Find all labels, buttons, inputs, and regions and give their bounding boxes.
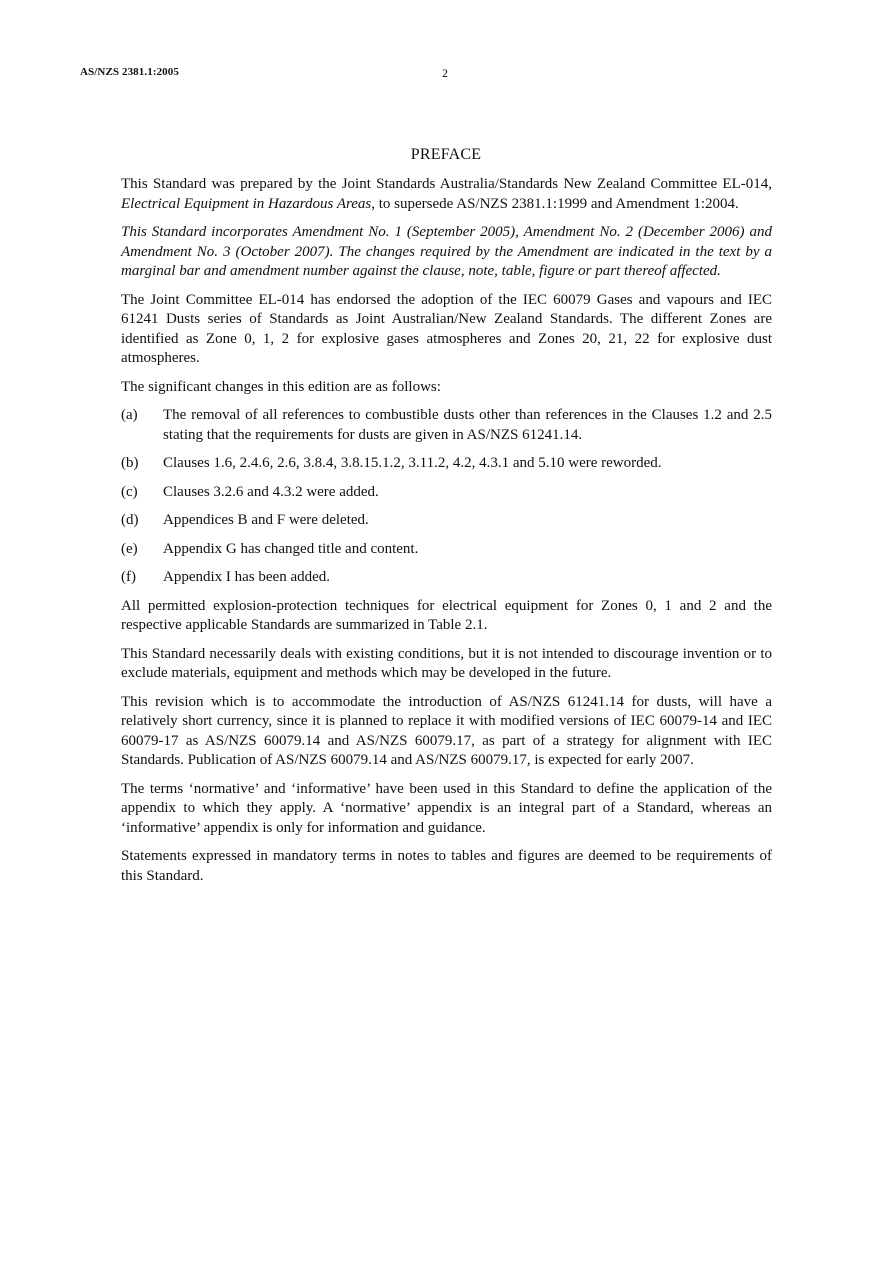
list-item-text: Appendices B and F were deleted.	[163, 512, 369, 528]
list-item	[121, 454, 772, 474]
list-item-label: (e)	[121, 540, 138, 557]
preface-body	[121, 175, 772, 895]
intro-paragraph	[121, 175, 772, 214]
standard-identifier: AS/NZS 2381.1:2005	[80, 66, 179, 78]
paragraph-revision: This revision which is to accommodate the introduction of AS/NZS 61241.14 for dusts, will have a relatively short currency, since it is planned to replace it with modified versions of IEC 60079-14 and IEC 60079-17 as AS/NZS 60079.14 and AS/NZS 60079.17, as part of a strategy for alignment with IEC Standards. Publication of AS/NZS 60079.14 and AS/NZS 60079.17, is expected for early 2007.	[121, 693, 772, 768]
list-item-text: Clauses 1.6, 2.4.6, 2.6, 3.8.4, 3.8.15.1.2, 3.11.2, 4.2, 4.3.1 and 5.10 were reworded.	[163, 455, 662, 471]
list-item	[121, 540, 772, 560]
page-title: PREFACE	[410, 146, 482, 163]
list-item	[121, 568, 772, 588]
list-item-text: Appendix G has changed title and content.	[163, 540, 419, 557]
paragraph-existing-conditions: This Standard necessarily deals with existing conditions, but it is not intended to discourage invention or to exclude materials, equipment and methods which may be developed in the future.	[121, 645, 772, 681]
list-item-label: (f)	[121, 569, 136, 585]
list-item-text: Clauses 3.2.6 and 4.3.2 were added.	[163, 483, 379, 500]
page-number: 2	[442, 66, 448, 80]
paragraph-mandatory-terms: Statements expressed in mandatory terms in notes to tables and figures are deemed to be requirements of this Standard.	[121, 848, 772, 884]
intro-text-end: , to supersede AS/NZS 2381.1:1999 and Amendment 1:2004.	[371, 195, 739, 212]
list-item	[121, 406, 772, 445]
paragraph-techniques: All permitted explosion-protection techniques for electrical equipment for Zones 0, 1 and 2 and the respective applicable Standards are summarized in Table 2.1.	[121, 597, 772, 633]
list-item	[121, 483, 772, 503]
committee-title: Electrical Equipment in Hazardous Areas	[121, 195, 372, 212]
list-item-text: Appendix I has been added.	[163, 569, 331, 585]
list-item-label: (b)	[121, 455, 139, 471]
changes-list	[121, 406, 772, 588]
endorsement-paragraph: The Joint Committee EL-014 has endorsed the adoption of the IEC 60079 Gases and vapours and IEC 61241 Dusts series of Standards as Joint Australian/New Zealand Standards. The different Zones are identified as Zone 0, 1, 2 for explosive gases atmospheres and Zones 20, 21, 22 for explosive dust atmospheres.	[121, 291, 772, 366]
list-item-label: (c)	[121, 483, 138, 500]
list-item-text: The removal of all references to combustible dusts other than references in the Clauses 1.2 and 2.5 stating that the requirements for dusts are given in AS/NZS 61241.14.	[163, 407, 772, 443]
list-item	[121, 511, 772, 531]
intro-text-start: This Standard was prepared by the Joint Standards Australia/Standards New Zealand Committee EL-014,	[121, 176, 772, 192]
changes-intro: The significant changes in this edition are as follows:	[121, 378, 441, 395]
amendment-note: This Standard incorporates Amendment No. 1 (September 2005), Amendment No. 2 (December 2006) and Amendment No. 3 (October 2007). The changes required by the Amendment are indicated in the text by a marginal bar and amendment number against the clause, note, table, figure or part thereof affected.	[121, 224, 772, 279]
paragraph-normative-informative: The terms ‘normative’ and ‘informative’ have been used in this Standard to define the application of the appendix to which they apply. A ‘normative’ appendix is an integral part of a Standard, whereas an ‘informative’ appendix is only for information and guidance.	[121, 780, 772, 836]
list-item-label: (d)	[121, 512, 139, 528]
list-item-label: (a)	[121, 407, 138, 423]
